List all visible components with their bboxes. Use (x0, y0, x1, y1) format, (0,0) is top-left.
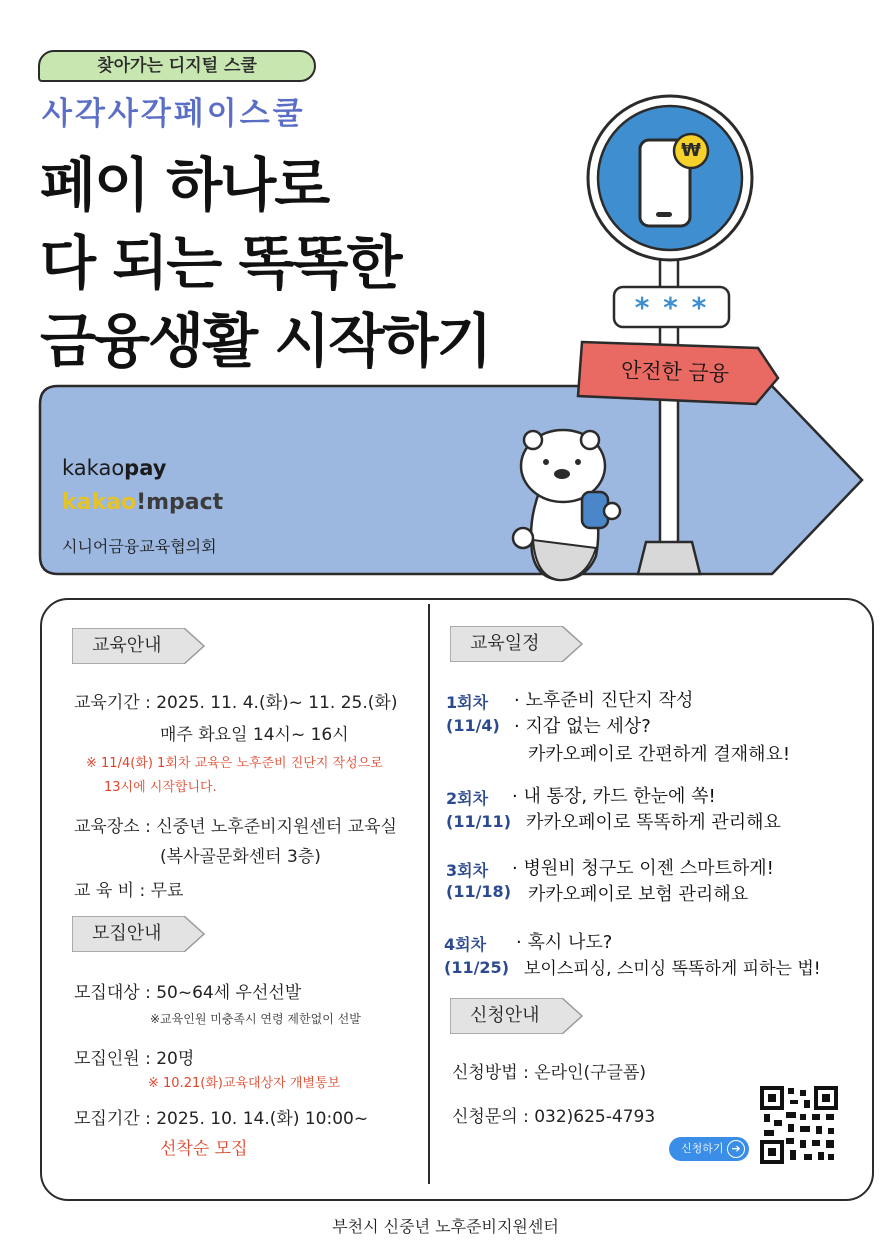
education-place: 교육장소 : 신중년 노후준비지원센터 교육실 (74, 817, 397, 837)
session-1-no: 1회차 (446, 693, 489, 712)
headline-line-1: 페이 하나로 (40, 151, 329, 219)
program-tag: 찾아가는 디지털 스쿨 (38, 50, 316, 82)
session-4-date: (11/25) (444, 958, 509, 977)
council-name: 시니어금융교육협의회 (62, 537, 217, 556)
kakaopay-prefix: kakao (62, 456, 125, 480)
tag-apply (450, 998, 584, 1034)
column-divider (428, 604, 430, 1184)
qr-code-icon[interactable] (760, 1086, 838, 1164)
session-4-line-1: · 혹시 나도? (516, 932, 613, 953)
session-4-no: 4회차 (444, 935, 487, 954)
tag-schedule-label: 교육일정 (470, 633, 540, 654)
recruit-target-note: ※교육인원 미충족시 연령 제한없이 선발 (150, 1012, 361, 1026)
headline-line-3: 금융생활 시작하기 (40, 307, 491, 375)
education-period-note-2: 13시에 시작합니다. (104, 780, 217, 795)
tag-education-label: 교육안내 (92, 635, 162, 656)
education-period-note-1: ※ 11/4(화) 1회차 교육은 노후준비 진단지 작성으로 (86, 756, 383, 771)
session-2-line-1: · 내 통장, 카드 한눈에 쏙! (512, 786, 716, 807)
arrow-right-icon: ➔ (727, 1140, 745, 1158)
kakaoimpact-suffix: !mpact (136, 490, 224, 515)
session-1-line-2: · 지갑 없는 세상? (514, 716, 651, 737)
session-2-no: 2회차 (446, 789, 489, 808)
program-subtitle: 사각사각페이스쿨 (42, 96, 306, 132)
kakaoimpact-logo (62, 490, 223, 515)
headline (40, 146, 490, 380)
pole-base (638, 542, 700, 574)
session-2-line-2: 카카오페이로 똑똑하게 관리해요 (526, 812, 781, 833)
recruit-target: 모집대상 : 50~64세 우선선발 (74, 983, 302, 1003)
headline-line-2: 다 되는 똑똑한 (40, 229, 401, 297)
kakaopay-suffix: pay (124, 456, 167, 480)
apply-button[interactable] (669, 1137, 749, 1161)
tag-recruit (72, 916, 206, 952)
education-period: 교육기간 : 2025. 11. 4.(화)~ 11. 25.(화) (74, 693, 398, 713)
tag-apply-label: 신청안내 (470, 1005, 540, 1026)
tag-education (72, 628, 206, 664)
recruit-count-note: ※ 10.21(화)교육대상자 개별통보 (148, 1076, 341, 1091)
education-place-sub: (복사골문화센터 3층) (160, 847, 321, 867)
session-3-no: 3회차 (446, 861, 489, 880)
apply-button-label: 신청하기 (681, 1142, 724, 1155)
coin-symbol: ₩ (681, 140, 701, 161)
recruit-period: 모집기간 : 2025. 10. 14.(화) 10:00~ (74, 1109, 369, 1129)
recruit-count: 모집인원 : 20명 (74, 1049, 195, 1069)
apply-contact: 신청문의 : 032)625-4793 (452, 1107, 656, 1127)
session-3-line-1: · 병원비 청구도 이젠 스마트하게! (512, 858, 774, 879)
kakaopay-logo (62, 456, 166, 480)
pin-sign-label: * * * (634, 291, 709, 324)
session-1-date: (11/4) (446, 716, 500, 735)
recruit-period-note: 선착순 모집 (160, 1139, 248, 1159)
session-1-line-1: · 노후준비 진단지 작성 (514, 690, 694, 711)
session-3-date: (11/18) (446, 882, 511, 901)
session-4-line-2: 보이스피싱, 스미싱 똑똑하게 피하는 법! (524, 959, 821, 979)
session-2-date: (11/11) (446, 812, 511, 831)
kakaoimpact-prefix: kakao (62, 490, 137, 515)
education-period-sub: 매주 화요일 14시~ 16시 (160, 725, 349, 745)
footer-organization: 부천시 신중년 노후준비지원센터 (332, 1217, 559, 1236)
education-fee: 교 육 비 : 무료 (74, 881, 184, 901)
tag-recruit-label: 모집안내 (92, 923, 162, 944)
session-3-line-2: 카카오페이로 보험 관리해요 (528, 884, 749, 905)
tag-schedule (450, 626, 584, 662)
session-1-line-3: 카카오페이로 간편하게 결재해요! (528, 744, 791, 765)
sign-label: 안전한 금융 (620, 358, 730, 386)
apply-method: 신청방법 : 온라인(구글폼) (452, 1063, 647, 1083)
